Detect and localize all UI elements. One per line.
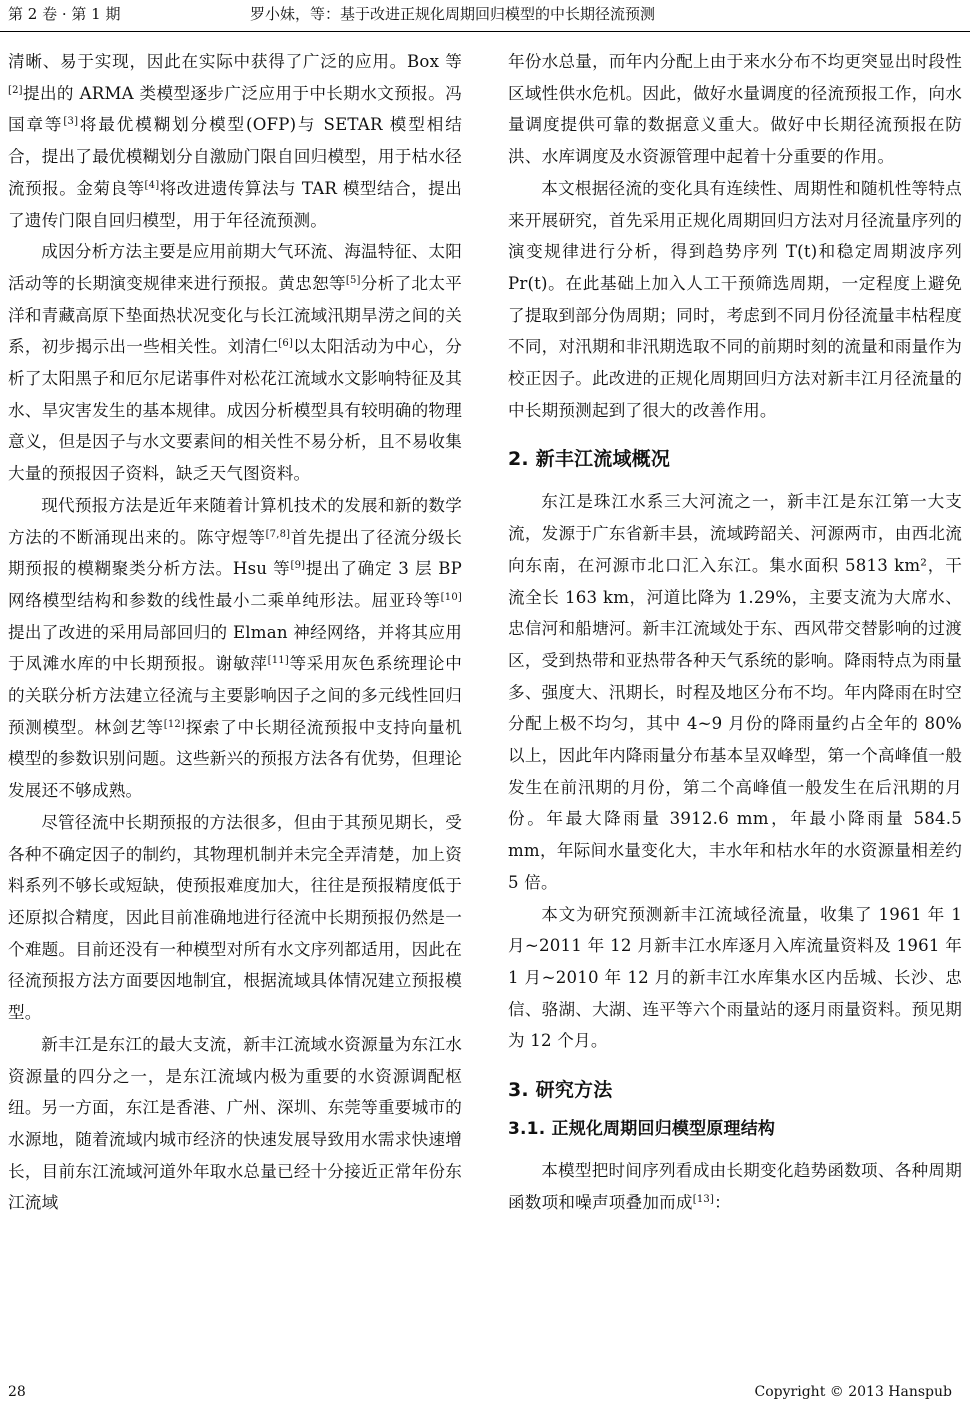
paragraph: 本模型把时间序列看成由长期变化趋势函数项、各种周期函数项和噪声项叠加而成[13]： [508, 1161, 962, 1212]
paragraph: 新丰江是东江的最大支流，新丰江流域水资源量为东江水资源量的四分之一，是东江流域内极为重要的水资源调配枢纽。另一方面，东江是香港、广州、深圳、东莞等重要城市的水源地，随着流域内城市经济的快速发展导致用水需求快速增长，目前东江流域河道外年取水总量已经十分接近正常年份东江流域 [8, 1034, 462, 1213]
page-number: 28 [8, 1384, 26, 1400]
journal-volume-issue: 第 2 卷 · 第 1 期 [8, 5, 121, 23]
paragraph: 成因分析方法主要是应用前期大气环流、海温特征、太阳活动等的长期演变规律来进行预报。黄忠恕等[5]分析了北太平洋和青藏高原下垫面热状况变化与长江流域汛期旱涝之间的关系，初步揭示出一些相关性。刘清仁[6]以太阳活动为中心，分析了太阳黑子和厄尔尼诺事件对松花江流域水文影响特征及其水、旱灾害发生的基本规律。成因分析模型具有较明确的物理意义，但是因子与水文要素间的相关性不易分析，且不易收集大量的预报因子资料，缺乏天气图资料。 [8, 242, 463, 484]
subsection-heading-model: 3.1. 正规化周期回归模型原理结构 [508, 1119, 776, 1140]
article-running-title: 罗小妹，等：基于改进正规化周期回归模型的中长期径流预测 [250, 5, 656, 23]
paragraph: 东江是珠江水系三大河流之一，新丰江是东江第一大支流，发源于广东省新丰县，流域跨韶关、河源两市，由西北流向东南，在河源市北口汇入东江。集水面积 5813 km²，干流全长 163 km，河道比降为 1.29%，主要支流为大席水、忠信河和船塘河。新丰江流域处于东、西风带交替影响的过渡区，受到热带和亚热带各种天气系统的影响。降雨特点为雨量多、强度大、汛期长，时程及地区分布不均。年内降雨在时空分配上极不均匀，其中 4~9 月份的降雨量约占全年的 80%以上，因此年内降雨量分布基本呈双峰型，第一个高峰值一般发生在前汛期的月份，第二个高峰值一般发生在后汛期的月份。年最大降雨量 3912.6 mm，年最小降雨量 584.5 mm，年际间水量变化大，丰水年和枯水年的水资源量相差约 5 倍。 [508, 492, 962, 892]
right-column [508, 46, 962, 1219]
running-header [0, 0, 970, 32]
paragraph: 本文根据径流的变化具有连续性、周期性和随机性等特点来开展研究，首先采用正规化周期回归方法对月径流量序列的演变规律进行分析，得到趋势序列 T(t)和稳定周期波序列 Pr(t)。在此基础上加入人工干预筛选周期，一定程度上避免了提取到部分伪周期；同时，考虑到不同月份径流量丰枯程度不同，对汛期和非汛期选取不同的前期时刻的流量和雨量作为校正因子。此改进的正规化周期回归方法对新丰江月径流量的中长期预测起到了很大的改善作用。 [508, 178, 962, 420]
paragraph: 年份水总量，而年内分配上由于来水分布不均更突显出时段性区域性供水危机。因此，做好水量调度的径流预报工作，向水量调度提供可靠的数据意义重大。做好中长期径流预报在防洪、水库调度及水资源管理中起着十分重要的作用。 [508, 52, 962, 167]
section-heading-methods: 3. 研究方法 [508, 1079, 613, 1102]
paragraph: 现代预报方法是近年来随着计算机技术的发展和新的数学方法的不断涌现出来的。陈守煜等[7,8]首先提出了径流分级长期预报的模糊聚类分析方法。Hsu 等[9]提出了确定 3 层 BP 网络模型结构和参数的线性最小二乘单纯形法。屈亚玲等[10]提出了改进的采用局部回归的 Elman 神经网络，并将其应用于凤滩水库的中长期预报。谢敏萍[11]等采用灰色系统理论中的关联分析方法建立径流与主要影响因子之间的多元线性回归预测模型。林剑艺等[12]探索了中长期径流预报中支持向量机模型的参数识别问题。这些新兴的预报方法各有优势，但理论发展还不够成熟。 [8, 495, 463, 801]
paragraph: 尽管径流中长期预报的方法很多，但由于其预见期长，受各种不确定因子的制约，其物理机制并未完全弄清楚，加上资料系列不够长或短缺，使预报难度加大，往往是预报精度低于还原拟合精度，因此目前准确地进行径流中长期预报仍然是一个难题。目前还没有一种模型对所有水文序列都适用，因此在径流预报方法方面要因地制宜，根据流域具体情况建立预报模型。 [8, 812, 462, 1023]
section-heading-basin: 2. 新丰江流域概况 [508, 448, 671, 471]
paragraph: 本文为研究预测新丰江流域径流量，收集了 1961 年 1 月~2011 年 12 月新丰江水库逐月入库流量资料及 1961 年 1 月~2010 年 12 月的新丰江水库集水区内岳城、长沙、忠信、骆湖、大湖、连平等六个雨量站的逐月雨量资料。预见期为 12 个月。 [508, 904, 962, 1051]
left-column [8, 46, 462, 1219]
copyright-notice: Copyright © 2013 Hanspub [754, 1384, 952, 1400]
paragraph: 清晰、易于实现，因此在实际中获得了广泛的应用。Box 等[2]提出的 ARMA 类模型逐步广泛应用于中长期水文预报。冯国章等[3]将最优模糊划分模型(OFP)与 SETAR 模型相结合，提出了最优模糊划分自激励门限自回归模型，用于枯水径流预报。金菊良等[4]将改进遗传算法与 TAR 模型结合，提出了遗传门限自回归模型，用于年径流预测。 [8, 52, 463, 230]
